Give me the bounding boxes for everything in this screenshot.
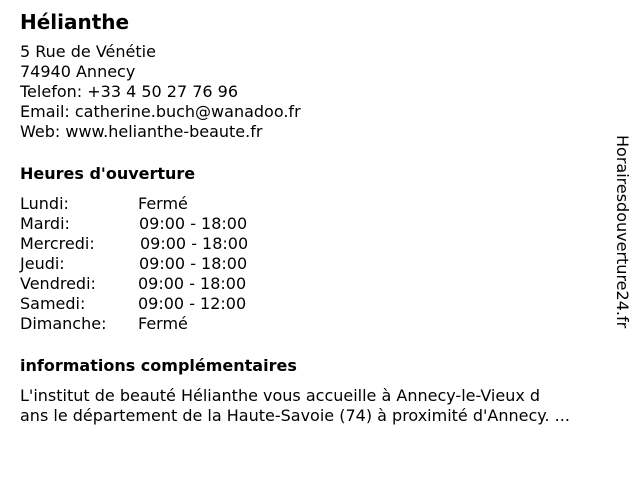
additional-info-heading: informations complémentaires	[20, 356, 297, 375]
hours-row-mercredi	[20, 234, 620, 254]
hours-row-lundi	[20, 194, 620, 214]
business-name: Hélianthe	[20, 10, 130, 34]
hours-time: 09:00 - 18:00	[138, 274, 247, 293]
phone-line: Telefon: +33 4 50 27 76 96	[20, 82, 239, 101]
hours-row-vendredi	[20, 274, 620, 294]
email-line: Email: catherine.buch@wanadoo.fr	[20, 102, 301, 121]
hours-day: Mercredi:	[20, 234, 95, 253]
hours-time: 09:00 - 18:00	[139, 254, 248, 273]
hours-day: Dimanche:	[20, 314, 107, 333]
hours-time: 09:00 - 18:00	[139, 214, 248, 233]
business-card	[20, 10, 620, 426]
hours-time: 09:00 - 18:00	[140, 234, 249, 253]
site-watermark: Horairesdouverture24.fr	[613, 135, 632, 329]
hours-day: Lundi:	[20, 194, 69, 213]
opening-hours-table	[20, 194, 620, 334]
hours-day: Samedi:	[20, 294, 86, 313]
address-street: 5 Rue de Vénétie	[20, 42, 156, 61]
hours-time: Fermé	[138, 314, 188, 333]
hours-day: Mardi:	[20, 214, 70, 233]
opening-hours-heading: Heures d'ouverture	[20, 164, 196, 183]
hours-day: Jeudi:	[20, 254, 65, 273]
additional-info-line-2: ans le département de la Haute-Savoie (74) à proximité d'Annecy. ...	[20, 406, 570, 425]
hours-row-jeudi	[20, 254, 620, 274]
hours-row-dimanche	[20, 314, 620, 334]
additional-info-line-1: L'institut de beauté Hélianthe vous accueille à Annecy-le-Vieux d	[20, 386, 541, 405]
hours-row-samedi	[20, 294, 620, 314]
hours-time: Fermé	[138, 194, 188, 213]
web-line: Web: www.helianthe-beaute.fr	[20, 122, 263, 141]
hours-time: 09:00 - 12:00	[138, 294, 247, 313]
address-city: 74940 Annecy	[20, 62, 136, 81]
hours-day: Vendredi:	[20, 274, 96, 293]
hours-row-mardi	[20, 214, 620, 234]
